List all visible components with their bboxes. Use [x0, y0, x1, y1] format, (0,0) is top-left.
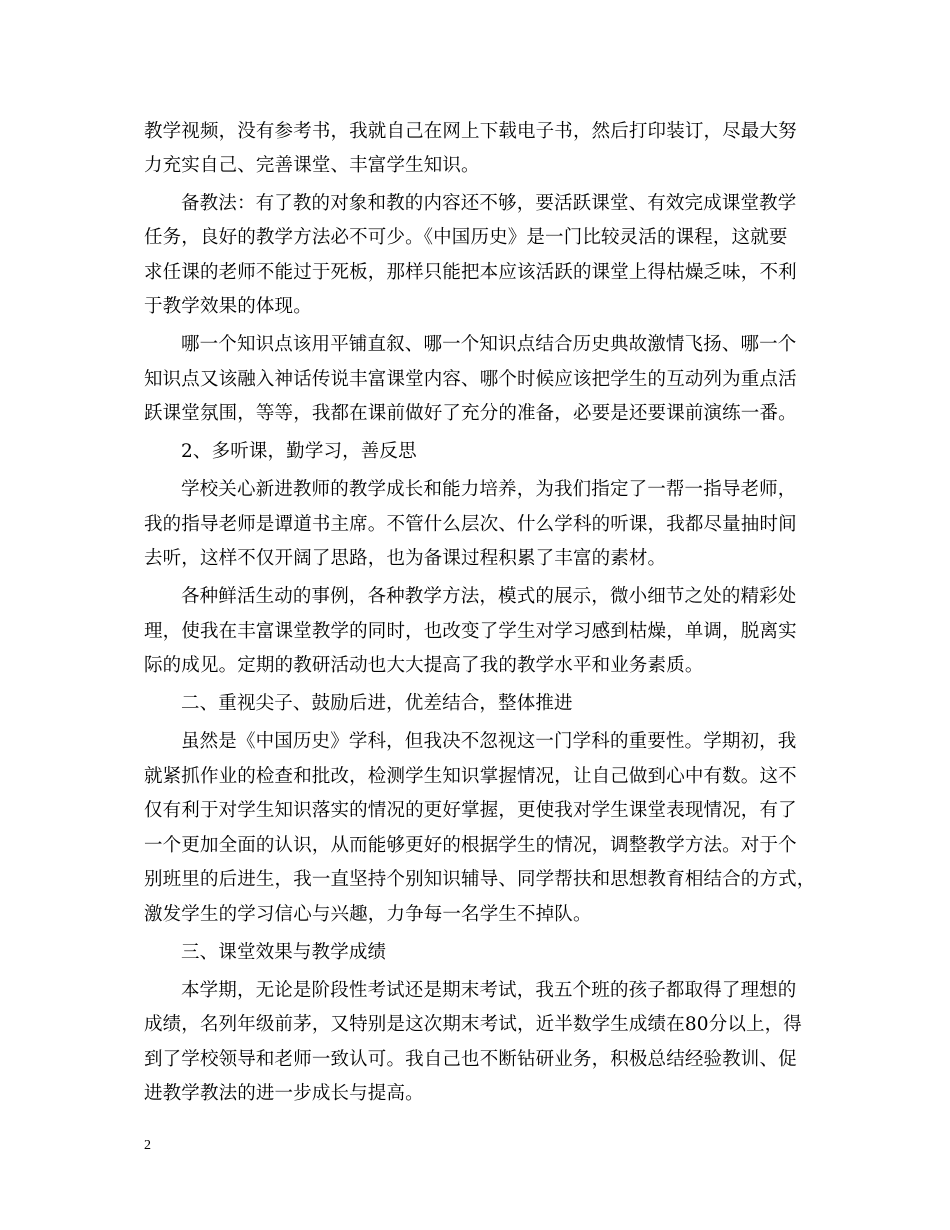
text-line: 成绩，名列年级前茅，又特别是这次期末考试，近半数学生成绩在80分以上，得 — [144, 1014, 802, 1035]
text-line: 备教法：有了教的对象和教的内容还不够，要活跃课堂、有效完成课堂教学 — [181, 193, 797, 214]
text-line: 本学期，无论是阶段性考试还是期末考试，我五个班的孩子都取得了理想的 — [181, 980, 797, 1001]
text-line: 去听，这样不仅开阔了思路，也为备课过程积累了丰富的素材。 — [144, 548, 667, 569]
text-line: 我的指导老师是谭道书主席。不管什么层次、什么学科的听课，我都尽量抽时间 — [144, 514, 797, 535]
text-line: 任务，良好的教学方法必不可少。《中国历史》是一门比较灵活的课程，这就要 — [144, 227, 788, 248]
text-line: 学校关心新进教师的教学成长和能力培养，为我们指定了一帮一指导老师， — [181, 479, 797, 500]
page-number: 2 — [144, 1138, 151, 1153]
text-line: 知识点又该融入神话传说丰富课堂内容、哪个时候应该把学生的互动列为重点活 — [144, 369, 797, 390]
text-line: 进教学教法的进一步成长与提高。 — [144, 1083, 424, 1104]
text-line: 力充实自己、完善课堂、丰富学生知识。 — [144, 155, 480, 176]
text-line: 别班里的后进生，我一直坚持个别知识辅导、同学帮扶和思想教育相结合的方式， — [144, 869, 816, 890]
text-line: 求任课的老师不能过于死板，那样只能把本应该活跃的课堂上得枯燥乏味，不利 — [144, 262, 797, 283]
section-heading: 三、课堂效果与教学成绩 — [181, 942, 387, 963]
text-line: 哪一个知识点该用平铺直叙、哪一个知识点结合历史典故激情飞扬、哪一个 — [181, 334, 797, 355]
text-line: 各种鲜活生动的事例，各种教学方法，模式的展示，微小细节之处的精彩处 — [181, 586, 797, 607]
text-line: 就紧抓作业的检查和批改，检测学生知识掌握情况，让自己做到心中有数。这不 — [144, 766, 797, 787]
text-line: 教学视频，没有参考书，我就自己在网上下载电子书，然后打印装订，尽最大努 — [144, 121, 797, 142]
text-line: 激发学生的学习信心与兴趣，力争每一名学生不掉队。 — [144, 904, 592, 925]
text-line: 到了学校领导和老师一致认可。我自己也不断钻研业务，积极总结经验教训、促 — [144, 1049, 797, 1070]
text-line: 理，使我在丰富课堂教学的同时，也改变了学生对学习感到枯燥，单调，脱离实 — [144, 621, 797, 642]
text-line: 际的成见。定期的教研活动也大大提高了我的教学水平和业务素质。 — [144, 655, 704, 676]
text-line: 一个更加全面的认识，从而能够更好的根据学生的情况，调整教学方法。对于个 — [144, 835, 797, 856]
section-heading: 二、重视尖子、鼓励后进，优差结合，整体推进 — [181, 693, 573, 714]
text-line: 跃课堂氛围，等等，我都在课前做好了充分的准备，必要是还要课前演练一番。 — [144, 403, 797, 424]
section-heading: 2、多听课，勤学习，善反思 — [181, 441, 417, 462]
text-line: 仅有利于对学生知识落实的情况的更好掌握，更使我对学生课堂表现情况，有了 — [144, 800, 797, 821]
text-line: 于教学效果的体现。 — [144, 296, 312, 317]
text-line: 虽然是《中国历史》学科，但我决不忽视这一门学科的重要性。学期初，我 — [181, 731, 797, 752]
